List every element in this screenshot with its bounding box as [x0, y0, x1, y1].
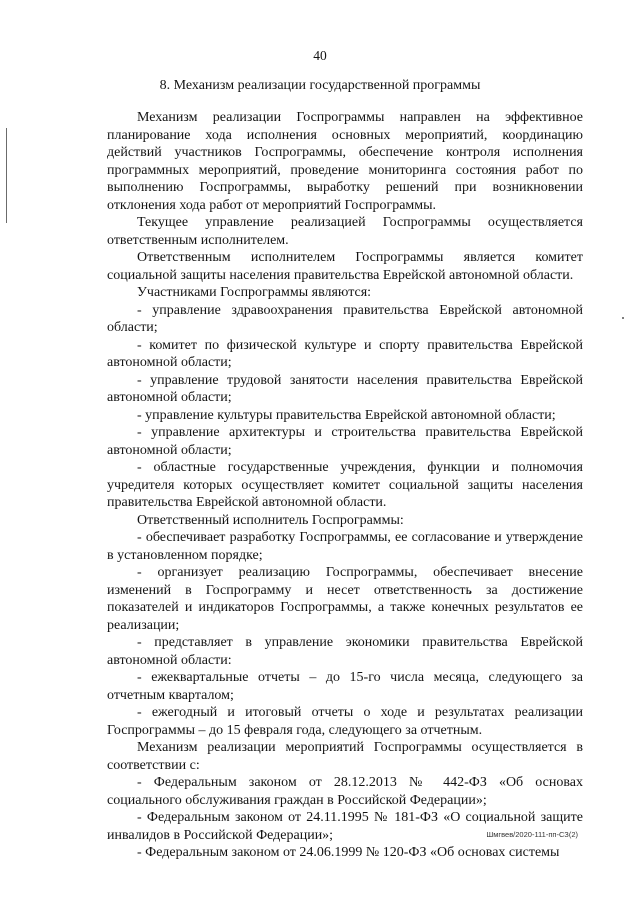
list-item: - управление трудовой занятости населения правительства Еврейской автономной области;: [107, 372, 583, 405]
list-item: - управление архитектуры и строительства правительства Еврейской автономной области;: [107, 425, 583, 458]
list-item: - Федеральным законом от 24.11.1995 № 181-ФЗ «О социальной защите инвалидов в Российской Федерации»;: [107, 810, 583, 843]
list-item: - комитет по физической культуре и спорту правительства Еврейской автономной области;: [107, 337, 583, 370]
body-text: [107, 109, 583, 862]
list-item: - ежеквартальные отчеты – до 15-го числа месяца, следующего за отчетным кварталом;: [107, 670, 583, 703]
paragraph: Ответственным исполнителем Госпрограммы является комитет социальной защиты населения правительства Еврейской автономной области.: [107, 250, 583, 283]
list-item: - обеспечивает разработку Госпрограммы, ее согласование и утверждение в установленном порядке;: [107, 530, 583, 563]
document-code: Шмгвев/2020-111-пп-СЗ(2): [486, 830, 578, 839]
paragraph: Текущее управление реализацией Госпрограммы осуществляется ответственным исполнителем.: [107, 215, 583, 248]
paragraph: Механизм реализации мероприятий Госпрограммы осуществляется в соответствии с:: [107, 740, 583, 773]
section-title: 8. Механизм реализации государственной программы: [159, 78, 481, 93]
list-item: - управление здравоохранения правительства Еврейской автономной области;: [107, 302, 583, 335]
scan-edge-mark: [6, 128, 7, 223]
list-item: - управление культуры правительства Еврейской автономной области;: [137, 407, 556, 423]
list-item: - Федеральным законом от 24.06.1999 № 120-ФЗ «Об основах системы: [137, 845, 560, 860]
list-item: - ежегодный и итоговый отчеты о ходе и результатах реализации Госпрограммы – до 15 февраля года, следующего за отчетным.: [107, 705, 583, 738]
paragraph: Механизм реализации Госпрограммы направлен на эффективное планирование хода исполнения основных мероприятий, координацию действий участников Госпрограммы, обеспечение контроля исполнения программных мероприятий, проведение мониторинга состояния работ по выполнению Госпрограммы, выработку решений при возникновении отклонения хода работ от мероприятий Госпрограммы.: [107, 110, 583, 213]
paragraph: Ответственный исполнитель Госпрограммы:: [137, 512, 404, 528]
list-item: - представляет в управление экономики правительства Еврейской автономной области:: [107, 635, 583, 668]
page-number: 40: [313, 48, 327, 63]
paragraph: Участниками Госпрограммы являются:: [137, 285, 372, 300]
list-item: - Федеральным законом от 28.12.2013 № 442-ФЗ «Об основах социального обслуживания граждан в Российской Федерации»;: [107, 775, 583, 808]
scan-speck: [622, 317, 624, 319]
list-item: - областные государственные учреждения, функции и полномочия учредителя которых осуществляет комитет социальной защиты населения правительства Еврейской автономной области.: [107, 460, 583, 510]
list-item: - организует реализацию Госпрограммы, обеспечивает внесение изменений в Госпрограмму и несет ответственность за достижение показателей и индикаторов Госпрограммы, а также конечных результатов ее реализации;: [107, 565, 583, 633]
